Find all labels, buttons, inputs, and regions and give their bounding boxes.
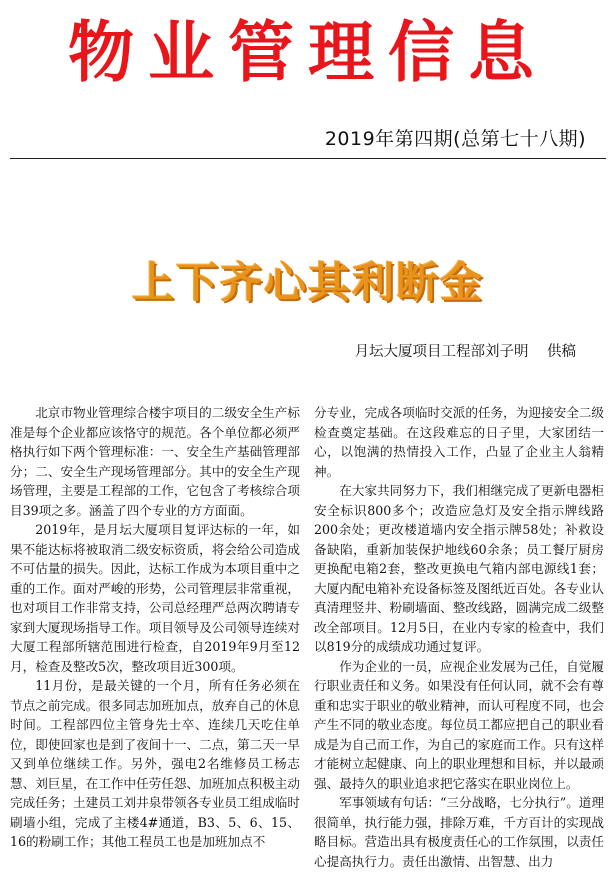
paragraph: 2019年，是月坛大厦项目复评达标的一年，如果不能达标将被取消二级安标资质，将会给公司造成不可估量的损失。因此，达标工作成为本项目重中之重的工作。面对严峻的形势，公司管理层非常重视，也对项目工作非常支持，公司总经理严总两次聘请专家到大厦现场指导工作。项目领导及公司领导连续对大厦工程部所辖范围进行检查，自2019年9月至12月，检查及整改5次，整改项目近300项。 (10, 522, 300, 674)
issue-number: 2019年第四期(总第七十八期) (324, 128, 586, 150)
paragraph: 作为企业的一员，应视企业发展为己任，自觉履行职业责任和义务。如果没有任何认同，就不会有尊重和忠实于职业的敬业精神，而认可程度不同，也会产生不同的敬业态度。每位员工都应把自己的职业看成是为自己而工作，为自己的家庭而工作。只有这样才能树立起健康、向上的职业理想和目标，并以最顽强、最持久的职业追求把它落实在职业岗位上。 (314, 658, 604, 791)
paragraph: 在大家共同努力下，我们相继完成了更新电器柜安全标识800多个；改造应急灯及安全指示牌线路200余处；更改楼道墙内安全指示牌58处；补救设备缺陷，重新加装保护地线60余条；员工餐厅厨房更换配电箱2套，整改更换电气箱内部电源线1套；大厦内配电箱补充设备标签及图纸近百处。各专业认真清理竖井、粉刷墙面、整改线路，圆满完成二级整改全部项目。12月5日，在业内专家的检查中，我们以819分的成绩成功通过复评。 (314, 483, 604, 654)
paragraph: 11月份，是最关键的一个月，所有任务必须在节点之前完成。很多同志加班加点，放弃自己的休息时间。工程部四位主管身先士卒、连续几天吃住单位，即使回家也是到了夜间十一、二点，第二天一早又到单位继续工作。另外，强电2名维修员工杨志慧、刘巨星，在工作中任劳任怨、加班加点积极主动完成任务；土建员工刘井泉带领各专业员工组成临时刷墙小组，完成了主楼4#通道，B3、5、6、15、16的粉刷工作；其他工程员工也是加班加点不 (10, 678, 300, 849)
article-column-left (10, 403, 300, 852)
masthead-title: 物业管理信息 (68, 13, 548, 91)
article-byline: 月坛大厦项目工程部刘子明 供稿 (354, 344, 576, 360)
header-divider (10, 158, 606, 159)
paragraph: 分专业，完成各项临时交派的任务，为迎接安全二级检查奠定基础。在这段难忘的日子里，大家团结一心，以饱满的热情投入工作，凸显了企业主人翁精神。 (314, 405, 604, 479)
article-headline: 上下齐心其利断金 (131, 258, 484, 307)
article-column-right (314, 403, 604, 871)
paragraph: 军事领域有句话：“三分战略，七分执行”。道理很简单，执行能力强，排除万难，千方百计的实现战略目标。营造出具有极度责任心的工作氛围，以责任心提高执行力。责任出激情、出智慧、出力 (314, 795, 604, 869)
paragraph: 北京市物业管理综合楼宇项目的二级安全生产标准是每个企业都应该恪守的规范。各个单位都必须严格执行如下两个管理标准：一、安全生产基础管理部分；二、安全生产现场管理部分。其中的安全生产现场管理，主要是工程部的工作，它包含了考核综合项目39项之多。涵盖了四个专业的方方面面。 (10, 405, 300, 518)
